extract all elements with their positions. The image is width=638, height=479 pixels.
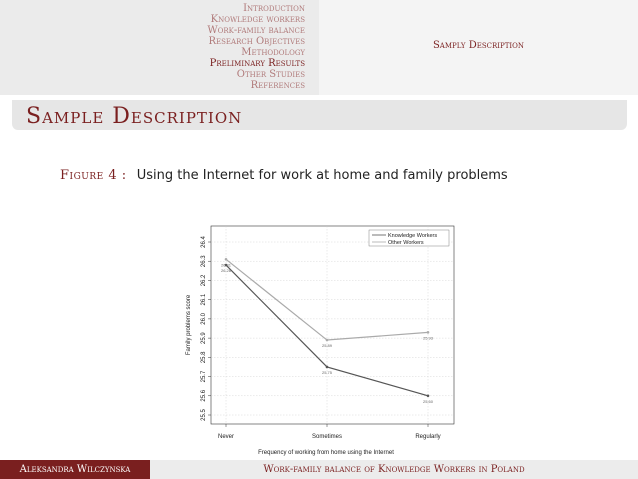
y-tick-label: 26.3 [201,255,207,268]
y-tick-label: 25.7 [201,370,207,383]
nav-item-introduction[interactable]: Introduction [243,3,305,14]
footer-title-box [150,460,638,479]
data-label-other-workers: 25.93 [422,335,434,341]
data-label-other-workers: 26.31 [220,262,232,268]
data-label-other-workers: 25.89 [321,343,333,349]
nav-item-research-objectives[interactable]: Research Objectives [208,36,305,47]
y-axis-title: Family problems score [186,294,192,356]
figure-label: Figure 4 : [60,168,127,183]
subsection-link[interactable]: Samply Description [432,40,525,51]
x-tick-label: Sometimes [311,434,343,440]
data-label-knowledge-workers: 26.28 [220,268,232,274]
x-tick-label: Regularly [415,434,441,440]
y-tick-label: 25.8 [201,351,207,364]
y-tick-label: 26.0 [201,313,207,325]
plot-area-frame [211,226,454,424]
nav-item-knowledge-workers[interactable]: Knowledge workers [210,14,305,25]
footer [0,460,638,479]
footer-author: Aleksandra Wilczynska [19,464,131,475]
figure-caption-text: Using the Internet for work at home and family problems [136,168,508,183]
data-point-other-workers [326,339,329,342]
legend-label-other-workers: Other Workers [388,240,424,246]
slide-title: Sample Description [26,104,243,129]
x-axis-ticks [218,424,441,440]
nav-item-methodology[interactable]: Methodology [241,47,305,58]
legend-label-knowledge-workers: Knowledge Workers [388,233,438,239]
x-axis-title: Frequency of working from home using the Internet [258,450,394,456]
data-label-knowledge-workers: 25.75 [321,369,333,375]
data-point-knowledge-workers [326,366,329,369]
y-tick-label: 26.1 [201,293,207,306]
data-label-knowledge-workers: 25.60 [422,398,434,404]
y-tick-label: 25.9 [201,332,207,344]
nav-item-other-studies[interactable]: Other Studies [236,69,305,80]
nav-item-references[interactable]: References [250,80,305,91]
data-point-knowledge-workers [427,394,430,397]
data-point-other-workers [225,258,228,261]
y-tick-label: 25.5 [201,409,207,421]
data-labels [221,262,434,403]
y-axis-ticks [201,236,211,421]
footer-author-box [0,460,150,479]
grid-lines [211,226,454,424]
nav-item-work-family-balance[interactable]: Work-family balance [207,25,305,36]
nav-item-preliminary-results[interactable]: Preliminary Results [209,58,305,69]
footer-title: Work-family balance of Knowledge Workers in Poland [263,464,525,475]
x-tick-label: Never [217,434,235,440]
y-tick-label: 26.2 [201,274,207,287]
y-tick-label: 26.4 [201,236,207,248]
data-point-other-workers [427,331,430,334]
chart-legend [369,230,449,246]
y-tick-label: 25.6 [201,389,207,402]
